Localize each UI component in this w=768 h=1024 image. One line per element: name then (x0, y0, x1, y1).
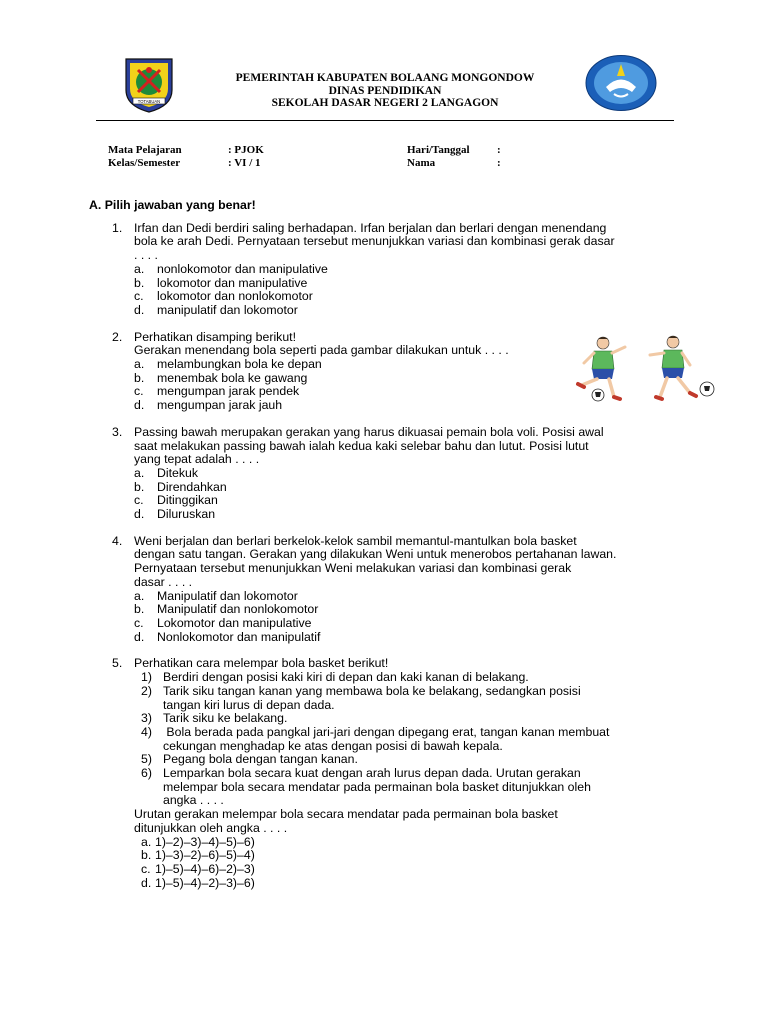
step-text-line: tangan kiri lurus di depan dada. (163, 697, 335, 712)
answer-option (134, 508, 709, 522)
header-text-block (190, 72, 580, 110)
option-text: Lokomotor dan manipulative (157, 615, 312, 630)
answer-option (134, 277, 709, 291)
option-letter: d. (134, 507, 145, 522)
answer-option (134, 877, 709, 891)
step-item (134, 712, 709, 726)
option-letter: a. (134, 357, 145, 372)
option-letter: b. (134, 275, 145, 290)
option-letter: c. (141, 861, 151, 876)
step-text-line: Berdiri dengan posisi kaki kiri di depan dan kaki kanan di belakang. (163, 670, 529, 685)
step-item (134, 726, 709, 753)
option-text: Nonlokomotor dan manipulatif (157, 629, 321, 644)
option-text: manipulatif dan lokomotor (157, 302, 298, 317)
option-letter: d. (134, 629, 145, 644)
option-text: lokomotor dan nonlokomotor (157, 289, 313, 304)
answer-option (134, 494, 709, 508)
question-text-line: Weni berjalan dan berlari berkelok-kelok sambil memantul-mantulkan bola basket (134, 533, 577, 548)
option-text: Manipulatif dan nonlokomotor (157, 602, 319, 617)
step-text-line: Tarik siku ke belakang. (163, 711, 288, 726)
step-number: 4) (141, 724, 152, 739)
info-right (407, 144, 501, 170)
answer-option (134, 263, 709, 277)
option-text: mengumpan jarak jauh (157, 398, 283, 413)
option-letter: c. (134, 493, 144, 508)
name-label: Nama (407, 157, 436, 169)
question-text-line: Pernyataan tersebut menunjukkan Weni melakukan variasi dan kombinasi gerak (134, 561, 572, 576)
answer-option (134, 863, 709, 877)
option-letter: b. (141, 848, 152, 863)
header-line-department: DINAS PENDIDIKAN (328, 84, 442, 97)
document-header (0, 0, 768, 125)
question-text-line: . . . . (134, 248, 158, 263)
option-letter: c. (134, 384, 144, 399)
option-letter: a. (134, 465, 145, 480)
class-label: Kelas/Semester (108, 157, 181, 169)
option-letter: b. (134, 479, 145, 494)
answer-option (134, 290, 709, 304)
question-text-line: bola ke arah Dedi. Pernyataan tersebut menunjukkan variasi dan kombinasi gerak dasar (134, 234, 615, 249)
option-text: Ditekuk (157, 465, 199, 480)
option-letter: a. (141, 834, 152, 849)
answer-option (134, 849, 709, 863)
step-number: 5) (141, 752, 152, 767)
date-label: Hari/Tanggal (407, 144, 470, 156)
regency-crest-icon (120, 56, 178, 114)
step-number: 3) (141, 711, 152, 726)
option-text: 1)–3)–2)–6)–5)–4) (155, 848, 255, 863)
step-number: 6) (141, 766, 152, 781)
answer-option (134, 467, 709, 481)
question-text-line: dengan satu tangan. Gerakan yang dilakukan Weni untuk menerobos pertahanan lawan. (134, 547, 617, 562)
option-text: mengumpan jarak pendek (157, 384, 300, 399)
step-text-line: Lemparkan bola secara kuat dengan arah lurus depan dada. Urutan gerakan (163, 766, 581, 781)
answer-option (134, 590, 709, 604)
option-letter: a. (134, 261, 145, 276)
step-number: 2) (141, 683, 152, 698)
option-text: 1)–2)–3)–4)–5)–6) (155, 834, 255, 849)
step-text-line: Tarik siku tangan kanan yang membawa bola ke belakang, sedangkan posisi (163, 683, 581, 698)
answer-option (134, 603, 709, 617)
option-text: Manipulatif dan lokomotor (157, 588, 298, 603)
question-text-line: Perhatikan cara melempar bola basket berikut! (134, 656, 389, 671)
answer-option (134, 617, 709, 631)
question-number: 2. (112, 329, 123, 344)
question-content (89, 199, 709, 903)
soccer-kick-illustration-icon (570, 333, 720, 408)
question-text-line: yang tepat adalah . . . . (134, 452, 260, 467)
option-letter: d. (134, 398, 145, 413)
option-text: Diluruskan (157, 507, 216, 522)
answer-option (134, 304, 709, 318)
question-text-line: Gerakan menendang bola seperti pada gambar dilakukan untuk . . . . (134, 343, 509, 358)
question-number: 1. (112, 220, 123, 235)
option-letter: d. (134, 302, 145, 317)
question-number: 5. (112, 656, 123, 671)
step-text-line: cekungan menghadap ke atas dengan posisi di bawah kepala. (163, 738, 503, 753)
question-text-line: Irfan dan Dedi berdiri saling berhadapan. Irfan berjalan dan berlari dengan menendang (134, 220, 607, 235)
option-text: menembak bola ke gawang (157, 370, 308, 385)
option-letter: d. (141, 875, 152, 890)
step-text-line: angka . . . . (163, 793, 224, 808)
question-text-line: dasar . . . . (134, 574, 193, 589)
name-value: : (497, 157, 501, 169)
question-text-line: saat melakukan passing bawah ialah kedua kaki selebar bahu dan lutut. Posisi lutut (134, 438, 589, 453)
option-letter: c. (134, 615, 144, 630)
step-text-line: melempar bola secara mendatar pada permainan bola basket ditunjukkan oleh (163, 779, 591, 794)
step-number: 1) (141, 670, 152, 685)
question-number: 4. (112, 533, 123, 548)
answer-option (134, 481, 709, 495)
question-number: 3. (112, 424, 123, 439)
question-3 (89, 426, 709, 522)
question-text-line: ditunjukkan oleh angka . . . . (134, 820, 288, 835)
class-value: : VI / 1 (228, 157, 261, 169)
header-divider (96, 120, 674, 121)
option-text: 1)–5)–4)–2)–3)–6) (155, 875, 255, 890)
answer-option (134, 836, 709, 850)
question-5 (89, 657, 709, 890)
subject-label: Mata Pelajaran (108, 144, 182, 156)
section-title: A. Pilih jawaban yang benar! (89, 198, 256, 212)
option-text: lokomotor dan manipulative (157, 275, 308, 290)
step-text-line: Bola berada pada pangkal jari-jari dengan dipegang erat, tangan kanan membuat (163, 724, 610, 739)
option-text: Direndahkan (157, 479, 227, 494)
tut-wuri-handayani-icon (584, 54, 658, 112)
option-text: melambungkan bola ke depan (157, 357, 322, 372)
question-1 (89, 222, 709, 318)
option-text: nonlokomotor dan manipulative (157, 261, 328, 276)
option-text: Ditinggikan (157, 493, 218, 508)
subject-value: : PJOK (228, 144, 264, 156)
step-item (134, 685, 709, 712)
date-value: : (497, 144, 501, 156)
step-item (134, 767, 709, 808)
header-line-school: SEKOLAH DASAR NEGERI 2 LANGAGON (271, 97, 499, 109)
step-item (134, 753, 709, 767)
step-item (134, 671, 709, 685)
option-letter: c. (134, 289, 144, 304)
question-text-line: Perhatikan disamping berikut! (134, 329, 296, 344)
option-letter: a. (134, 588, 145, 603)
option-letter: b. (134, 602, 145, 617)
info-left (108, 144, 264, 170)
step-text-line: Pegang bola dengan tangan kanan. (163, 752, 358, 767)
question-text-line: Passing bawah merupakan gerakan yang harus dikuasai pemain bola voli. Posisi awal (134, 424, 604, 439)
option-letter: b. (134, 370, 145, 385)
answer-option (134, 631, 709, 645)
header-line-government: PEMERINTAH KABUPATEN BOLAANG MONGONDOW (235, 72, 535, 84)
option-text: 1)–5)–4)–6)–2)–3) (155, 861, 255, 876)
question-text-line: Urutan gerakan melempar bola secara mendatar pada permainan bola basket (134, 807, 558, 822)
crest-ribbon-text: TOTABUAN (137, 98, 161, 104)
question-4 (89, 535, 709, 645)
